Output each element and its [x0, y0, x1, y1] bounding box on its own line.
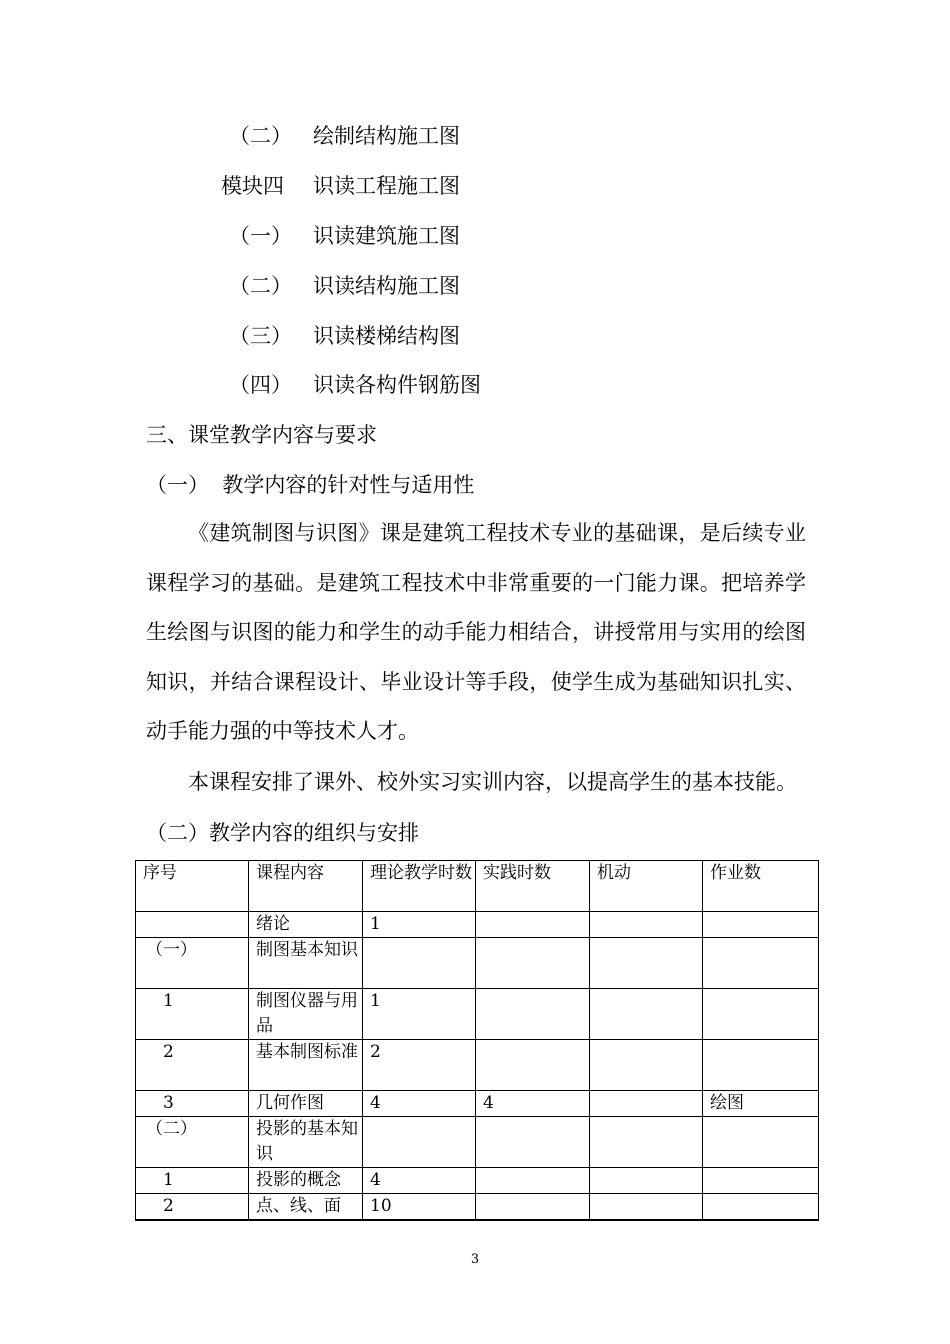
table-cell: 制图仪器与用品 [249, 989, 363, 1040]
toc-item-number: （四） [229, 373, 292, 397]
table-cell-seq [136, 1040, 249, 1091]
toc-item-title: 绘制结构施工图 [313, 124, 460, 148]
toc-item [221, 321, 460, 351]
table-cell: 4 [476, 1091, 590, 1117]
table-cell: 1 [363, 989, 476, 1040]
section-heading: 三、课堂教学内容与要求 [146, 423, 377, 447]
table-cell [703, 989, 819, 1040]
table-cell-seq [136, 1168, 249, 1194]
toc-item [221, 271, 460, 301]
toc-item-title: 识读各构件钢筋图 [313, 373, 481, 397]
table-cell [590, 1091, 703, 1117]
body-paragraph: 本课程安排了课外、校外实习实训内容，以提高学生的基本技能。 [188, 770, 797, 794]
table-cell: 几何作图 [249, 1091, 363, 1117]
table-cell: 制图基本知识 [249, 938, 363, 989]
table-cell [363, 1117, 476, 1168]
table-cell [476, 1168, 590, 1194]
table-row [136, 1040, 819, 1091]
table-cell [476, 1194, 590, 1221]
table-row [136, 1091, 819, 1117]
table-cell: 2 [363, 1040, 476, 1091]
subsection-heading: （一） 教学内容的针对性与适用性 [146, 473, 475, 497]
table-header-cell: 实践时数 [476, 861, 590, 912]
table-cell [363, 938, 476, 989]
table-header-row [136, 861, 819, 912]
table-cell [476, 1117, 590, 1168]
toc-item-title: 识读结构施工图 [313, 274, 460, 298]
table-cell: 点、线、面 [249, 1194, 363, 1221]
table-row [136, 1117, 819, 1168]
table-cell-seq-text: 1 [163, 991, 174, 1011]
table-row [136, 989, 819, 1040]
table-header-cell: 理论教学时数 [363, 861, 476, 912]
table-cell-seq [136, 1091, 249, 1117]
table-cell [703, 912, 819, 938]
table-cell: 基本制图标准 [249, 1040, 363, 1091]
table-cell-seq [136, 989, 249, 1040]
toc-item-number: 模块四 [221, 174, 284, 198]
table-cell [703, 938, 819, 989]
table-header-cell: 序号 [136, 861, 249, 912]
table-cell: 4 [363, 1168, 476, 1194]
table-cell-seq [136, 938, 249, 989]
table-row [136, 1168, 819, 1194]
toc-item [221, 221, 460, 251]
table-cell [703, 1168, 819, 1194]
table-cell [703, 1194, 819, 1221]
toc-item-title: 识读建筑施工图 [313, 224, 460, 248]
table-cell [590, 1040, 703, 1091]
table-row [136, 912, 819, 938]
table-cell: 投影的概念 [249, 1168, 363, 1194]
table-cell [590, 912, 703, 938]
table-cell: 投影的基本知识 [249, 1117, 363, 1168]
body-paragraph: 《建筑制图与识图》课是建筑工程技术专业的基础课，是后续专业课程学习的基础。是建筑工程技术中非常重要的一门能力课。把培养学生绘图与识图的能力和学生的动手能力相结合，讲授常用与实用的绘图知识，并结合课程设计、毕业设计等手段，使学生成为基础知识扎实、动手能力强的中等技术人才。 [146, 521, 806, 743]
table-cell-seq [136, 912, 249, 938]
table-cell: 绪论 [249, 912, 363, 938]
toc-item-number: （三） [229, 324, 292, 348]
table-cell-seq-text: （二） [146, 1119, 197, 1139]
table-cell: 1 [363, 912, 476, 938]
toc-item [221, 370, 481, 400]
table-cell [590, 989, 703, 1040]
toc-item-number: （二） [229, 274, 292, 298]
table-row [136, 1194, 819, 1221]
table-cell: 绘图 [703, 1091, 819, 1117]
table-row [136, 938, 819, 989]
table-header-cell: 机动 [590, 861, 703, 912]
table-cell-seq-text: 2 [163, 1196, 174, 1216]
table-cell-seq-text: 1 [163, 1170, 174, 1190]
toc-item-number: （二） [229, 124, 292, 148]
table-cell [476, 938, 590, 989]
table-cell [590, 1168, 703, 1194]
table-cell [590, 1194, 703, 1221]
table-header-cell: 作业数 [703, 861, 819, 912]
table-header-cell: 课程内容 [249, 861, 363, 912]
table-cell [703, 1040, 819, 1091]
table-cell [476, 989, 590, 1040]
toc-item-title: 识读工程施工图 [313, 174, 460, 198]
table-cell-seq [136, 1194, 249, 1221]
subsection-heading: （二）教学内容的组织与安排 [146, 821, 419, 845]
table-cell-seq-text: 2 [163, 1042, 174, 1062]
table-cell [590, 938, 703, 989]
table-cell [590, 1117, 703, 1168]
table-cell-seq-text: 3 [163, 1093, 174, 1113]
table-cell [703, 1117, 819, 1168]
toc-item-number: （一） [229, 224, 292, 248]
toc-item-title: 识读楼梯结构图 [313, 324, 460, 348]
table-cell-seq [136, 1117, 249, 1168]
table-cell: 4 [363, 1091, 476, 1117]
table-cell [476, 912, 590, 938]
toc-item [221, 171, 460, 201]
table-cell-seq-text: （一） [146, 940, 197, 960]
table-cell [476, 1040, 590, 1091]
course-schedule-table [135, 860, 819, 1221]
table-cell: 10 [363, 1194, 476, 1221]
page-number: 3 [470, 1252, 480, 1267]
toc-item [221, 121, 460, 151]
